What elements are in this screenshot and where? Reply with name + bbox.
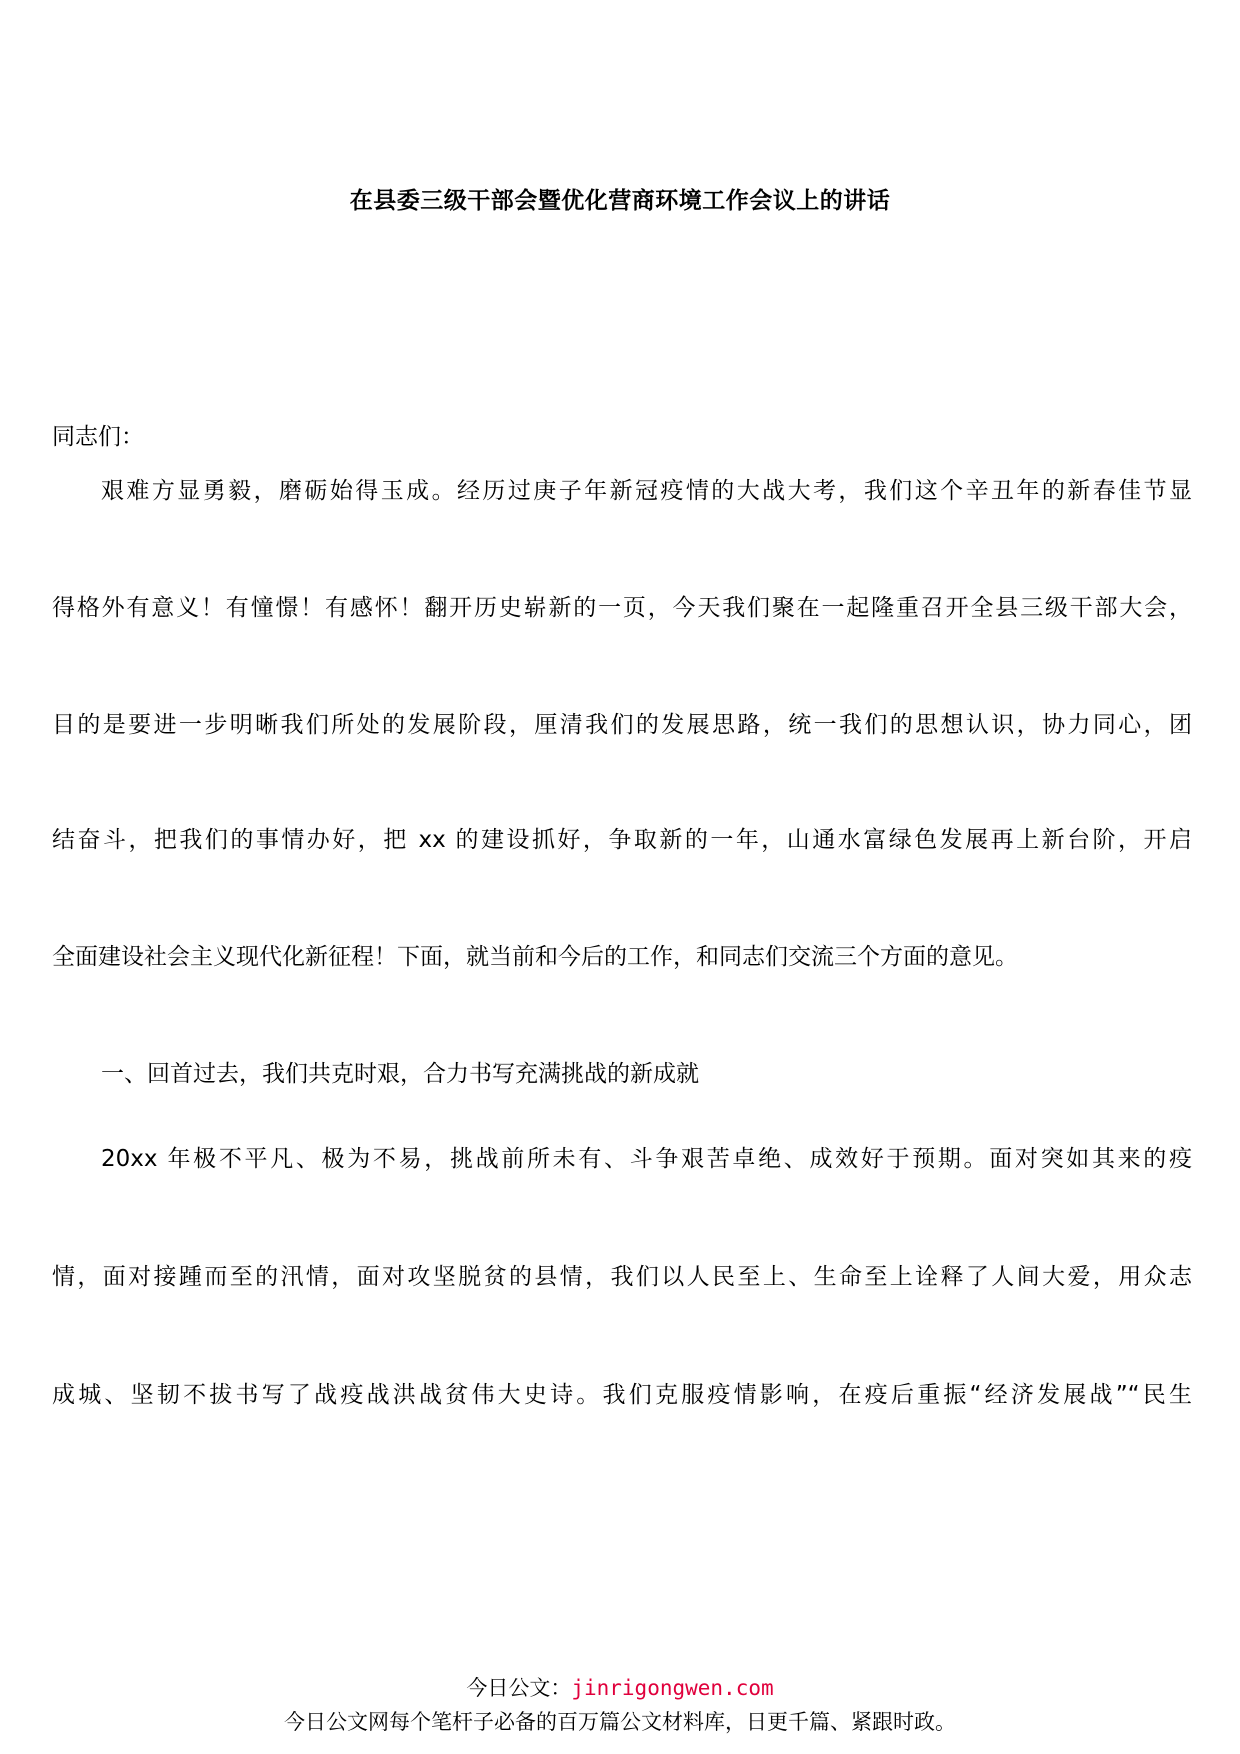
section-heading-1: 一、回首过去，我们共克时艰，合力书写充满挑战的新成就 (101, 1061, 699, 1087)
body-line-8: 成城、坚韧不拔书写了战疫战洪战贫伟大史诗。我们克服疫情影响，在疫后重振“经济发展战”“民生 (52, 1382, 1192, 1408)
body-line-2: 得格外有意义！有憧憬！有感怀！翻开历史崭新的一页，今天我们聚在一起隆重召开全县三级干部大会， (52, 595, 1192, 621)
body-line-6: 20xx 年极不平凡、极为不易，挑战前所未有、斗争艰苦卓绝、成效好于预期。面对突如其来的疫 (101, 1146, 1192, 1172)
body-line-7: 情，面对接踵而至的汛情，面对攻坚脱贫的县情，我们以人民至上、生命至上诠释了人间大爱，用众志 (52, 1264, 1192, 1290)
body-line-1: 艰难方显勇毅，磨砺始得玉成。经历过庚子年新冠疫情的大战大考，我们这个辛丑年的新春佳节显 (101, 478, 1192, 504)
body-line-4: 结奋斗，把我们的事情办好，把 xx 的建设抓好，争取新的一年，山通水富绿色发展再上新台阶，开启 (52, 827, 1192, 853)
salutation: 同志们： (52, 424, 144, 450)
footer-tagline: 今日公文网每个笔杆子必备的百万篇公文材料库，日更千篇、紧跟时政。 (284, 1710, 956, 1734)
body-line-3: 目的是要进一步明晰我们所处的发展阶段，厘清我们的发展思路，统一我们的思想认识，协力同心，团 (52, 712, 1192, 738)
footer-source (0, 1672, 1240, 1702)
body-line-5: 全面建设社会主义现代化新征程！下面，就当前和今后的工作，和同志们交流三个方面的意见。 (52, 944, 1018, 970)
footer-url-link[interactable]: jinrigongwen.com (571, 1676, 774, 1700)
footer-label: 今日公文： (466, 1676, 572, 1700)
document-title: 在县委三级干部会暨优化营商环境工作会议上的讲话 (349, 188, 891, 214)
